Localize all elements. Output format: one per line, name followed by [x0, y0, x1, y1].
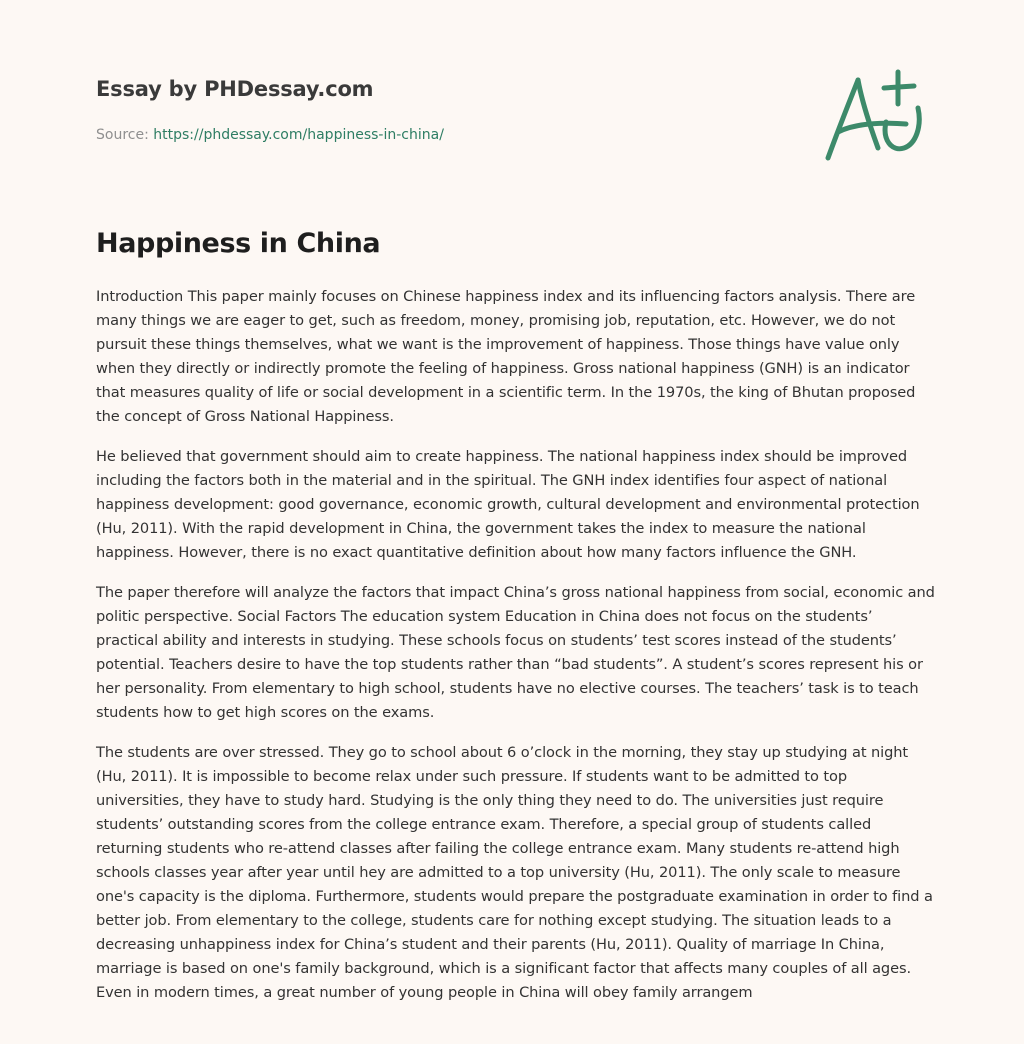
essay-paragraph: Introduction This paper mainly focuses on Chinese happiness index and its influencing factors analysis. There are many things we are eager to get, such as freedom, money, promising job, reputation, etc. However, we do not pursuit these things themselves, what we want is the improvement of happiness. Those things have value only when they directly or indirectly promote the feeling of happiness. Gross national happiness (GNH) is an indicator that measures quality of life or social development in a scientific term. In the 1970s, the king of Bhutan proposed the concept of Gross National Happiness. — [96, 288, 916, 425]
essay-paragraph: The students are over stressed. They go to school about 6 o’clock in the morning, they stay up studying at night (Hu, 2011). It is impossible to become relax under such pressure. If students want to be admitted to top universities, they have to study hard. Studying is the only thing they need to do. The universities just require students’ outstanding scores from the college entrance exam. Therefore, a special group of students called returning students who re-attend classes after failing the college entrance exam. Many students re-attend high schools classes year after year until hey are admitted to a top university (Hu, 2011). The only scale to measure one's capacity is the diploma. Furthermore, students would prepare the postgraduate examination in order to find a better job. From elementary to the college, students care for nothing except studying. The situation leads to a decreasing unhappiness index for China’s student and their parents (Hu, 2011). Quality of marriage In China, marriage is based on one's family background, which is a significant factor that affects many couples of all ages. Even in modern times, a great number of young people in China will obey family arrangem — [96, 744, 933, 1001]
page-header — [96, 74, 796, 145]
a-plus-logo-icon — [818, 64, 930, 168]
source-line — [96, 125, 796, 145]
site-title: Essay by PHDessay.com — [96, 77, 374, 101]
source-link[interactable]: https://phdessay.com/happiness-in-china/ — [153, 127, 444, 143]
essay-paragraph: The paper therefore will analyze the factors that impact China’s gross national happiness from social, economic and politic perspective. Social Factors The education system Education in China does not focus on the students’ practical ability and interests in studying. These schools focus on students’ test scores instead of the students’ potential. Teachers desire to have the top students rather than “bad students”. A student’s scores represent his or her personality. From elementary to high school, students have no elective courses. The teachers’ task is to teach students how to get high scores on the exams. — [96, 584, 935, 721]
essay-body — [96, 285, 936, 1021]
source-label: Source: — [96, 127, 154, 143]
essay-title: Happiness in China — [96, 228, 381, 259]
essay-paragraph: He believed that government should aim to create happiness. The national happiness index should be improved including the factors both in the material and in the spiritual. The GNH index identifies four aspect of national happiness development: good governance, economic growth, cultural development and environmental protection (Hu, 2011). With the rapid development in China, the government takes the index to measure the national happiness. However, there is no exact quantitative definition about how many factors influence the GNH. — [96, 448, 920, 561]
